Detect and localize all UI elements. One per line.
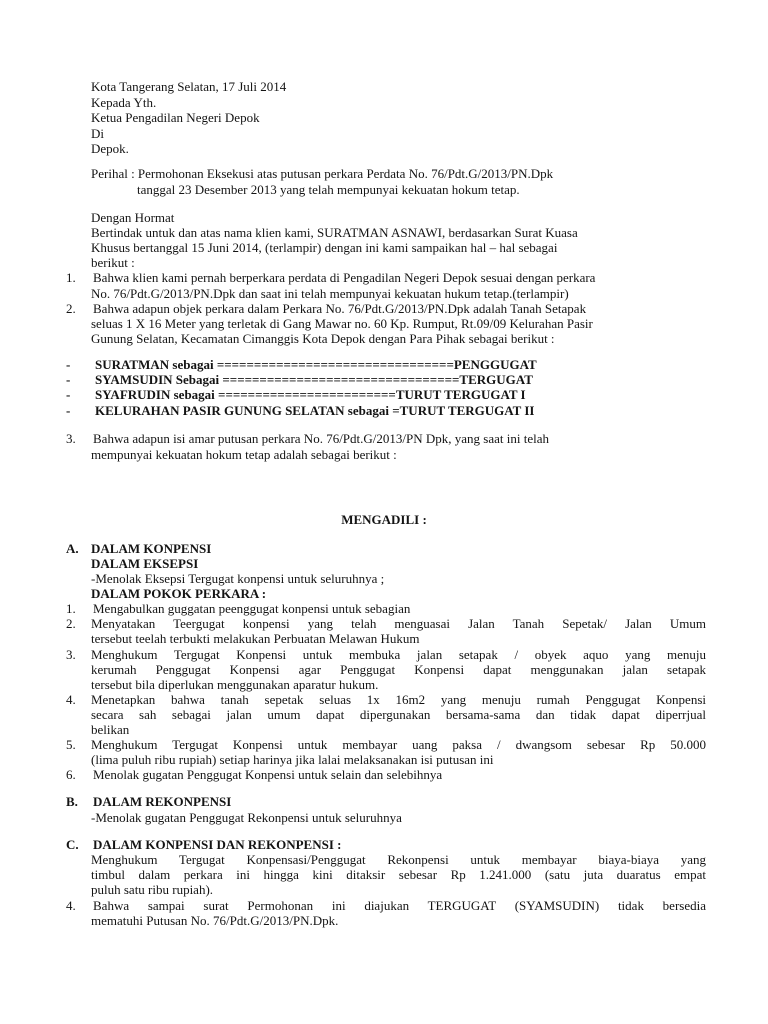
verdict-item-5-number: 5. xyxy=(66,737,76,752)
verdict-item-2-number: 2. xyxy=(66,616,76,631)
point-1-line-1: Bahwa klien kami pernah berperkara perdata di Pengadilan Negeri Depok sesuai dengan perkara xyxy=(93,270,596,285)
place-date: Kota Tangerang Selatan, 17 Juli 2014 xyxy=(91,79,287,94)
party-1-dash: - xyxy=(66,357,71,372)
main-case-heading: DALAM POKOK PERKARA : xyxy=(91,586,267,601)
section-b-title: DALAM REKONPENSI xyxy=(93,794,232,809)
point-2-line-2: seluas 1 X 16 Meter yang terletak di Gang Mawar no. 60 Kp. Rumput, Rt.09/09 Kelurahan Pasir xyxy=(91,316,593,331)
party-4: KELURAHAN PASIR GUNUNG SELATAN sebagai =TURUT TERGUGAT II xyxy=(95,403,535,418)
point-3-number: 3. xyxy=(66,431,76,446)
point-3-line-1: Bahwa adapun isi amar putusan perkara No. 76/Pdt.G/2013/PN Dpk, yang saat ini telah xyxy=(93,431,549,446)
greeting: Dengan Hormat xyxy=(91,210,175,225)
exception-heading: DALAM EKSEPSI xyxy=(91,556,199,571)
party-2-dash: - xyxy=(66,372,71,387)
addressee-label: Kepada Yth. xyxy=(91,95,157,110)
section-a-label: A. xyxy=(66,541,79,556)
subject-line-1: Perihal : Permohonan Eksekusi atas putusan perkara Perdata No. 76/Pdt.G/2013/PN.Dpk xyxy=(91,166,554,181)
section-a-title: DALAM KONPENSI xyxy=(91,541,212,556)
verdict-item-3-line-1: Menghukum Tergugat Konpensi untuk membuka jalan setapak / obyek aquo yang menuju xyxy=(91,647,706,662)
point-2-line-1: Bahwa adapun objek perkara dalam Perkara No. 76/Pdt.G/2013/PN.Dpk adalah Tanah Setapak xyxy=(93,301,587,316)
party-2: SYAMSUDIN Sebagai ================================TERGUGAT xyxy=(95,372,533,387)
at-label: Di xyxy=(91,126,104,141)
recipient: Ketua Pengadilan Negeri Depok xyxy=(91,110,260,125)
point-2-line-3: Gunung Selatan, Kecamatan Cimanggis Kota Depok dengan Para Pihak sebagai berikut : xyxy=(91,331,555,346)
point-4-line-2: mematuhi Putusan No. 76/Pdt.G/2013/PN.Dpk. xyxy=(91,913,339,928)
verdict-item-6-line-1: Menolak gugatan Penggugat Konpensi untuk selain dan selebihnya xyxy=(93,767,443,782)
verdict-heading-text: MENGADILI : xyxy=(341,512,427,527)
section-b-text: -Menolak gugatan Penggugat Rekonpensi untuk seluruhnya xyxy=(91,810,402,825)
verdict-item-4-line-1: Menetapkan bahwa tanah sepetak seluas 1x 16m2 yang menuju rumah Penggugat Konpensi xyxy=(91,692,706,707)
party-4-dash: - xyxy=(66,403,71,418)
verdict-item-3-line-2: kerumah Penggugat Konpensi agar Penggugat Konpensi dapat menggunakan jalan setapak xyxy=(91,662,706,677)
section-c-line-1: Menghukum Tergugat Konpensasi/Penggugat Rekonpensi untuk membayar biaya-biaya yang xyxy=(91,852,706,867)
verdict-item-5-line-1: Menghukum Tergugat Konpensi untuk membayar uang paksa / dwangsom sebesar Rp 50.000 xyxy=(91,737,706,752)
point-4-number: 4. xyxy=(66,898,76,913)
point-3-line-2: mempunyai kekuatan hokum tetap adalah sebagai berikut : xyxy=(91,447,397,462)
point-1-number: 1. xyxy=(66,270,76,285)
verdict-item-2-line-2: tersebut teelah terbukti melakukan Perbuatan Melawan Hukum xyxy=(91,631,420,646)
party-3-dash: - xyxy=(66,387,71,402)
point-1-line-2: No. 76/Pdt.G/2013/PN.Dpk dan saat ini telah mempunyai kekuatan hukum tetap.(terlampir) xyxy=(91,286,569,301)
opening-line-1: Bertindak untuk dan atas nama klien kami, SURATMAN ASNAWI, berdasarkan Surat Kuasa xyxy=(91,225,578,240)
verdict-item-6-number: 6. xyxy=(66,767,76,782)
verdict-item-4-number: 4. xyxy=(66,692,76,707)
exception-text: -Menolak Eksepsi Tergugat konpensi untuk seluruhnya ; xyxy=(91,571,385,586)
verdict-item-1-number: 1. xyxy=(66,601,76,616)
party-1: SURATMAN sebagai ================================PENGGUGAT xyxy=(95,357,537,372)
verdict-item-4-line-3: belikan xyxy=(91,722,130,737)
opening-line-2: Khusus bertanggal 15 Juni 2014, (terlampir) dengan ini kami sampaikan hal – hal sebagai xyxy=(91,240,558,255)
verdict-item-5-line-2: (lima puluh ribu rupiah) setiap harinya jika lalai melaksanakan isi putusan ini xyxy=(91,752,494,767)
verdict-item-2-line-1: Menyatakan Teergugat konpensi yang telah menguasai Jalan Tanah Sepetak/ Jalan Umum xyxy=(91,616,706,631)
section-c-line-3: puluh satu ribu rupiah). xyxy=(91,882,214,897)
verdict-heading xyxy=(0,512,768,528)
point-4-line-1: Bahwa sampai surat Permohonan ini diajukan TERGUGAT (SYAMSUDIN) tidak bersedia xyxy=(93,898,706,913)
opening-line-3: berikut : xyxy=(91,255,135,270)
section-c-line-2: timbul dalam perkara ini hingga kini ditaksir sebesar Rp 1.241.000 (satu juta duaratus empat xyxy=(91,867,706,882)
verdict-item-1-line-1: Mengabulkan guggatan peenggugat konpensi untuk sebagian xyxy=(93,601,411,616)
recipient-city: Depok. xyxy=(91,141,129,156)
section-c-title: DALAM KONPENSI DAN REKONPENSI : xyxy=(93,837,342,852)
verdict-item-3-number: 3. xyxy=(66,647,76,662)
party-3: SYAFRUDIN sebagai ========================TURUT TERGUGAT I xyxy=(95,387,526,402)
verdict-item-3-line-3: tersebut bila diperlukan menggunakan aparatur hukum. xyxy=(91,677,379,692)
verdict-item-4-line-2: secara sah sebagai jalan umum dapat dipergunakan bersama-sama dan tidak dapat diperrjual xyxy=(91,707,706,722)
point-2-number: 2. xyxy=(66,301,76,316)
section-c-label: C. xyxy=(66,837,79,852)
subject-line-2: tanggal 23 Desember 2013 yang telah mempunyai kekuatan hokum tetap. xyxy=(137,182,520,197)
section-b-label: B. xyxy=(66,794,78,809)
